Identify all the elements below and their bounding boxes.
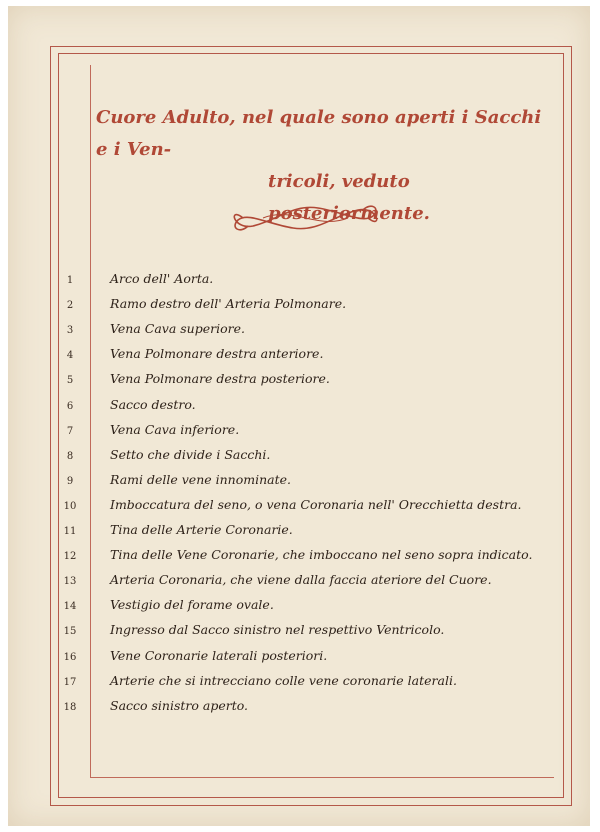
item-text: Vena Polmonare destra anteriore. [110, 346, 324, 362]
item-text: Arteria Coronaria, che viene dalla faccia ateriore del Cuore. [110, 572, 492, 588]
item-text: Vena Polmonare destra posteriore. [110, 371, 330, 387]
item-number: 13 [63, 576, 77, 588]
item-text: Ramo destro dell' Arteria Polmonare. [110, 296, 347, 312]
legend-item [60, 490, 550, 512]
bottom-rule [90, 777, 554, 778]
item-text: Vena Cava superiore. [110, 321, 245, 337]
item-text: Imboccatura del seno, o vena Coronaria nell' Orecchietta destra. [110, 496, 522, 512]
item-text: Arco dell' Aorta. [110, 271, 214, 286]
title-line-1: Cuore Adulto, nel quale sono aperti i Sacchi e i Ven- [96, 107, 542, 160]
item-number: 17 [63, 676, 77, 688]
legend-item [60, 590, 550, 612]
item-text: Rami delle vene innominate. [110, 471, 291, 487]
item-text: Ingresso dal Sacco sinistro nel respettivo Ventricolo. [110, 622, 445, 638]
legend-item [60, 691, 550, 713]
item-number: 12 [63, 551, 77, 563]
item-number: 15 [63, 626, 77, 638]
item-text: Sacco destro. [110, 396, 196, 412]
legend-item [60, 314, 550, 336]
item-number: 10 [63, 500, 77, 512]
item-number: 6 [66, 400, 74, 412]
legend-item [60, 339, 550, 361]
item-number: 9 [66, 475, 74, 487]
item-number: 3 [66, 325, 74, 337]
legend-item [60, 515, 550, 537]
legend-item [60, 615, 550, 637]
item-text: Tina delle Vene Coronarie, che imboccano nel seno sopra indicato. [110, 547, 533, 563]
legend-item [60, 666, 550, 688]
item-text: Setto che divide i Sacchi. [110, 446, 271, 462]
legend-item [60, 364, 550, 386]
legend-item [60, 415, 550, 437]
item-text: Vestigio del forame ovale. [110, 597, 274, 613]
item-number: 7 [66, 425, 74, 437]
legend-item [60, 264, 550, 286]
item-number: 14 [63, 601, 77, 613]
legend-item [60, 540, 550, 562]
item-text: Sacco sinistro aperto. [110, 697, 249, 713]
calligraphic-flourish [223, 198, 388, 238]
item-number: 11 [63, 526, 77, 537]
item-text: Tina delle Arterie Coronarie. [110, 522, 293, 537]
title-line-2: tricoli, veduto posteriormente. [268, 171, 430, 224]
item-number: 18 [63, 701, 77, 713]
legend-item [60, 440, 550, 462]
item-number: 4 [66, 350, 74, 362]
item-text: Arterie che si intrecciano colle vene coronarie laterali. [110, 672, 457, 688]
item-text: Vene Coronarie laterali posteriori. [110, 647, 328, 663]
legend-item [60, 390, 550, 412]
legend-item [60, 289, 550, 311]
item-number: 2 [66, 300, 74, 312]
item-number: 16 [63, 651, 77, 663]
legend-item [60, 465, 550, 487]
legend-item [60, 565, 550, 587]
item-number: 1 [66, 275, 74, 286]
item-number: 5 [66, 375, 74, 387]
item-text: Vena Cava inferiore. [110, 421, 240, 437]
item-number: 8 [66, 450, 74, 462]
legend-item [60, 641, 550, 663]
